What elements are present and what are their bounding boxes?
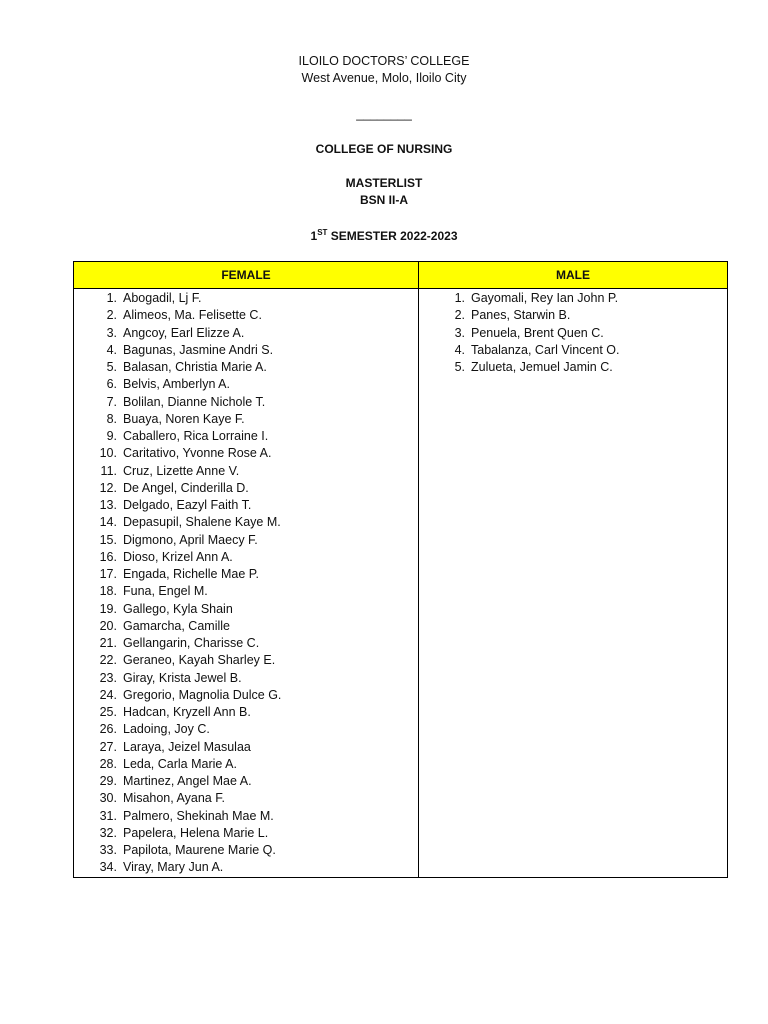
list-item bbox=[74, 376, 418, 393]
item-number: 21. bbox=[99, 636, 117, 650]
student-name: Belvis, Amberlyn A. bbox=[123, 377, 230, 392]
student-name: Buaya, Noren Kaye F. bbox=[123, 411, 245, 426]
student-name: Viray, Mary Jun A. bbox=[123, 860, 224, 875]
item-number: 25. bbox=[99, 705, 117, 719]
student-name: Martinez, Angel Mae A. bbox=[123, 774, 252, 788]
item-number: 16. bbox=[99, 549, 117, 564]
list-item bbox=[74, 842, 418, 859]
list-item bbox=[74, 307, 418, 324]
student-name: Zulueta, Jemuel Jamin C. bbox=[471, 360, 613, 374]
student-name: Laraya, Jeizel Masulaa bbox=[123, 739, 251, 754]
student-name: Gayomali, Rey Ian John P. bbox=[471, 291, 619, 305]
list-item bbox=[74, 670, 418, 687]
item-number: 5. bbox=[106, 360, 117, 374]
section-name: BSN II-A bbox=[360, 193, 408, 207]
list-item bbox=[74, 359, 418, 376]
student-name: Engada, Richelle Mae P. bbox=[123, 567, 259, 581]
item-number: 8. bbox=[106, 411, 117, 426]
item-number: 4. bbox=[106, 342, 117, 357]
item-number: 9. bbox=[106, 429, 117, 443]
student-name: Abogadil, Lj F. bbox=[123, 291, 202, 305]
student-name: Ladoing, Joy C. bbox=[123, 722, 210, 737]
list-item bbox=[74, 808, 418, 825]
item-number: 5. bbox=[454, 360, 465, 374]
list-item bbox=[74, 704, 418, 721]
list-item bbox=[74, 721, 418, 738]
student-name: Panes, Starwin B. bbox=[471, 308, 571, 323]
list-item bbox=[74, 825, 418, 842]
list-item bbox=[74, 652, 418, 669]
student-name: Gallego, Kyla Shain bbox=[123, 601, 233, 616]
student-name: De Angel, Cinderilla D. bbox=[123, 480, 249, 495]
item-number: 1. bbox=[106, 291, 117, 305]
item-number: 17. bbox=[99, 567, 117, 581]
masterlist-table bbox=[73, 261, 728, 878]
item-number: 10. bbox=[99, 446, 117, 461]
student-name: Funa, Engel M. bbox=[123, 584, 208, 599]
college-name: COLLEGE OF NURSING bbox=[315, 142, 453, 156]
item-number: 32. bbox=[99, 825, 117, 840]
male-list bbox=[419, 289, 727, 376]
student-name: Angcoy, Earl Elizze A. bbox=[123, 325, 245, 340]
student-name: Digmono, April Maecy F. bbox=[123, 532, 258, 547]
item-number: 3. bbox=[454, 325, 465, 340]
student-name: Bolilan, Dianne Nichole T. bbox=[123, 394, 266, 409]
student-name: Papelera, Helena Marie L. bbox=[123, 825, 269, 840]
item-number: 20. bbox=[99, 618, 117, 633]
student-name: Geraneo, Kayah Sharley E. bbox=[123, 653, 276, 668]
list-item bbox=[74, 342, 418, 359]
student-name: Caritativo, Yvonne Rose A. bbox=[123, 446, 272, 461]
list-item bbox=[74, 790, 418, 807]
student-name: Cruz, Lizette Anne V. bbox=[123, 463, 240, 478]
list-item bbox=[74, 480, 418, 497]
student-name: Bagunas, Jasmine Andri S. bbox=[123, 342, 274, 357]
item-number: 7. bbox=[106, 394, 117, 409]
student-name: Giray, Krista Jewel B. bbox=[123, 670, 242, 685]
student-name: Misahon, Ayana F. bbox=[123, 791, 225, 806]
student-name: Depasupil, Shalene Kaye M. bbox=[123, 515, 281, 530]
student-name: Gregorio, Magnolia Dulce G. bbox=[123, 687, 282, 702]
item-number: 6. bbox=[106, 377, 117, 392]
item-number: 29. bbox=[99, 774, 117, 788]
item-number: 11. bbox=[100, 463, 117, 478]
list-item bbox=[74, 687, 418, 704]
list-item bbox=[74, 739, 418, 756]
list-item bbox=[74, 394, 418, 411]
list-item bbox=[419, 325, 727, 342]
list-item bbox=[74, 532, 418, 549]
doc-title: MASTERLIST bbox=[345, 176, 423, 190]
semester-number: 1 bbox=[310, 229, 318, 243]
item-number: 13. bbox=[99, 498, 117, 512]
female-column bbox=[74, 262, 419, 877]
item-number: 30. bbox=[99, 791, 117, 806]
list-item bbox=[74, 773, 418, 790]
list-item bbox=[74, 756, 418, 773]
item-number: 23. bbox=[99, 670, 117, 685]
male-header: MALE bbox=[419, 262, 727, 289]
student-name: Alimeos, Ma. Felisette C. bbox=[123, 308, 262, 323]
item-number: 19. bbox=[99, 601, 117, 616]
student-name: Gamarcha, Camille bbox=[123, 618, 230, 633]
item-number: 24. bbox=[99, 687, 117, 702]
list-item bbox=[74, 618, 418, 635]
semester-line bbox=[0, 228, 768, 244]
institution-name: ILOILO DOCTORS’ COLLEGE bbox=[298, 54, 470, 68]
list-item bbox=[74, 428, 418, 445]
item-number: 1. bbox=[454, 291, 465, 305]
semester-superscript: ST bbox=[317, 228, 328, 237]
divider: ________ bbox=[356, 107, 412, 121]
institution-address: West Avenue, Molo, Iloilo City bbox=[301, 71, 467, 85]
list-item bbox=[419, 342, 727, 359]
item-number: 2. bbox=[454, 308, 465, 323]
item-number: 33. bbox=[99, 843, 117, 857]
item-number: 15. bbox=[99, 532, 117, 547]
list-item bbox=[74, 635, 418, 652]
student-name: Dioso, Krizel Ann A. bbox=[123, 549, 233, 564]
item-number: 28. bbox=[99, 756, 117, 771]
list-item bbox=[74, 859, 418, 876]
list-item bbox=[74, 290, 418, 307]
item-number: 34. bbox=[99, 860, 117, 875]
list-item bbox=[74, 445, 418, 462]
student-name: Gellangarin, Charisse C. bbox=[123, 636, 260, 650]
semester-text: SEMESTER 2022-2023 bbox=[327, 229, 458, 243]
student-name: Delgado, Eazyl Faith T. bbox=[123, 498, 252, 512]
item-number: 12. bbox=[99, 480, 117, 495]
list-item bbox=[74, 583, 418, 600]
item-number: 18. bbox=[99, 584, 117, 599]
item-number: 4. bbox=[454, 342, 465, 357]
item-number: 22. bbox=[99, 653, 117, 668]
list-item bbox=[419, 290, 727, 307]
item-number: 27. bbox=[99, 739, 117, 754]
item-number: 2. bbox=[106, 308, 117, 323]
item-number: 26. bbox=[99, 722, 117, 737]
list-item bbox=[74, 601, 418, 618]
student-name: Leda, Carla Marie A. bbox=[123, 756, 237, 771]
student-name: Tabalanza, Carl Vincent O. bbox=[471, 342, 620, 357]
student-name: Caballero, Rica Lorraine I. bbox=[123, 429, 269, 443]
student-name: Hadcan, Kryzell Ann B. bbox=[123, 705, 251, 719]
student-name: Papilota, Maurene Marie Q. bbox=[123, 843, 276, 857]
student-name: Penuela, Brent Quen C. bbox=[471, 325, 604, 340]
list-item bbox=[74, 549, 418, 566]
student-name: Palmero, Shekinah Mae M. bbox=[123, 808, 274, 823]
list-item bbox=[74, 514, 418, 531]
item-number: 14. bbox=[99, 515, 117, 530]
item-number: 31. bbox=[99, 808, 117, 823]
item-number: 3. bbox=[106, 325, 117, 340]
female-list bbox=[74, 289, 418, 877]
male-column bbox=[419, 262, 727, 877]
list-item bbox=[419, 359, 727, 376]
list-item bbox=[74, 566, 418, 583]
student-name: Balasan, Christia Marie A. bbox=[123, 360, 267, 374]
list-item bbox=[74, 463, 418, 480]
female-header: FEMALE bbox=[74, 262, 418, 289]
list-item bbox=[74, 411, 418, 428]
list-item bbox=[74, 325, 418, 342]
list-item bbox=[74, 497, 418, 514]
list-item bbox=[419, 307, 727, 324]
